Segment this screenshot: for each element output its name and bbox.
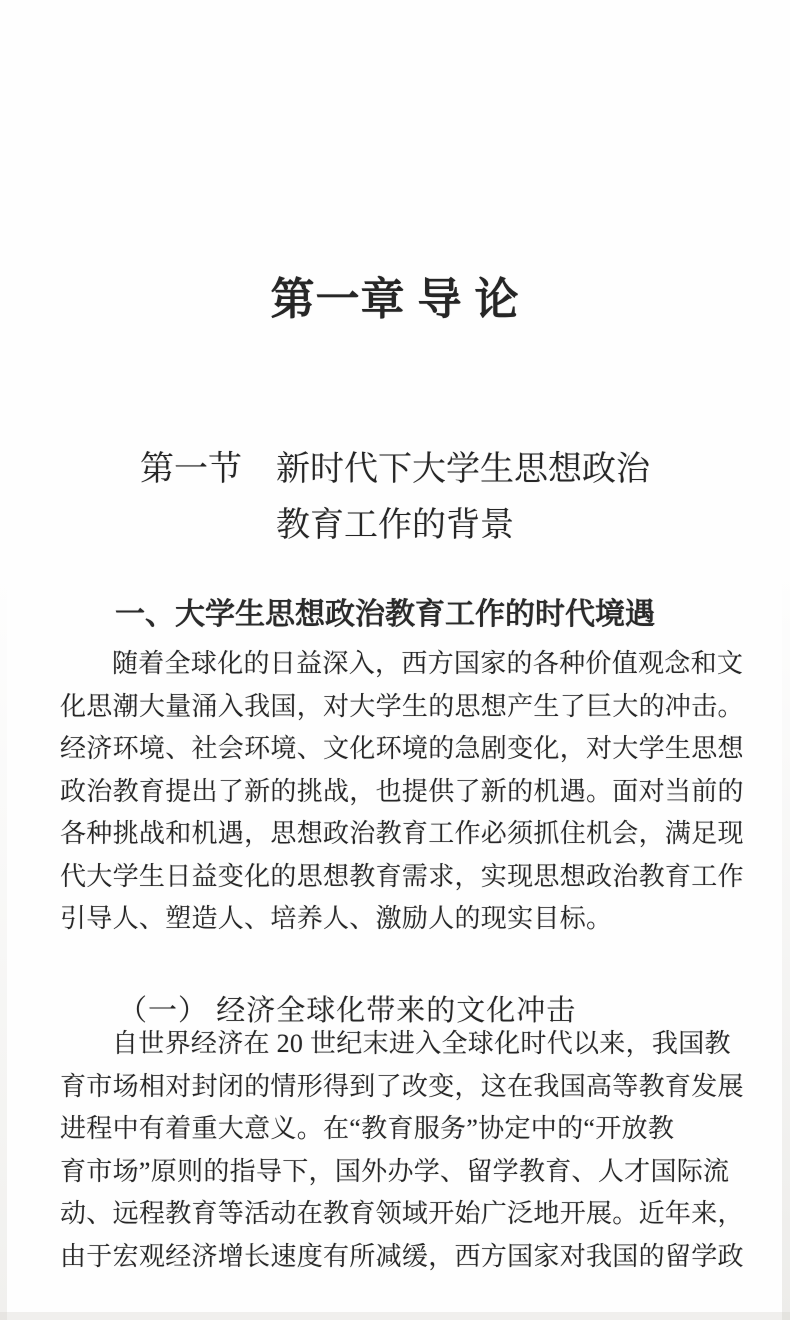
section-title-line-1: 第一节 新时代下大学生思想政治 [140, 451, 650, 489]
paragraph-2 [60, 1023, 750, 1278]
paragraph-line: 引导人、塑造人、培养人、激励人的现实目标。 [60, 904, 613, 933]
paragraph-line: 代大学生日益变化的思想教育需求，实现思想政治教育工作 [60, 861, 744, 891]
paragraph-line: 政治教育提出了新的挑战，也提供了新的机遇。面对当前的 [60, 776, 744, 806]
scan-edge-right [782, 560, 790, 1320]
subsection-heading-1: 一、大学生思想政治教育工作的时代境遇 [115, 598, 655, 631]
scan-edge-bottom [0, 1312, 790, 1320]
paragraph-line: 进程中有着重大意义。在“教育服务”协定中的“开放教 [60, 1114, 675, 1143]
paragraph-line: 经济环境、社会环境、文化环境的急剧变化，对大学生思想 [60, 734, 744, 763]
scan-edge-left [0, 560, 7, 1320]
paragraph-line: 各种挑战和机遇，思想政治教育工作必须抓住机会，满足现 [60, 819, 744, 848]
paragraph-line: 化思潮大量涌入我国，对大学生的思想产生了巨大的冲击。 [60, 691, 744, 721]
paragraph-line: 动、远程教育等活动在教育领域开始广泛地开展。近年来， [60, 1199, 744, 1228]
subsection-heading-2: （一） 经济全球化带来的文化冲击 [118, 994, 577, 1027]
chapter-title: 第一章 导 论 [270, 275, 520, 325]
paragraph-line: 育市场相对封闭的情形得到了改变，这在我国高等教育发展 [60, 1071, 744, 1101]
section-title [0, 442, 790, 554]
paragraph-line: 育市场”原则的指导下，国外办学、留学教育、人才国际流 [60, 1156, 730, 1186]
paragraph-line: 随着全球化的日益深入，西方国家的各种价值观念和文 [112, 649, 744, 678]
paragraph-line: 由于宏观经济增长速度有所减缓，西方国家对我国的留学政 [60, 1241, 744, 1271]
section-title-line-2: 教育工作的背景 [276, 507, 514, 545]
paragraph-line: 自世界经济在 20 世纪末进入全球化时代以来，我国教 [112, 1029, 731, 1058]
paragraph-1 [60, 643, 750, 941]
